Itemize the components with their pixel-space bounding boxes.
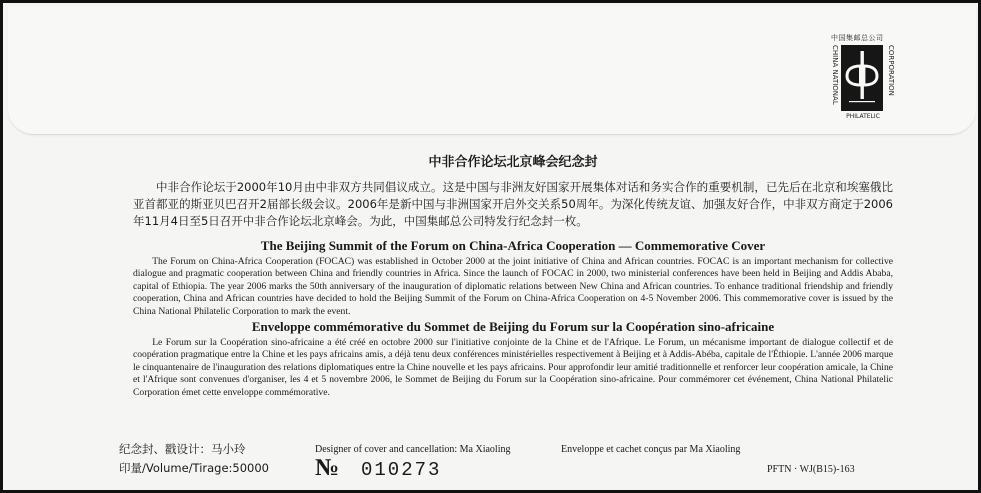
french-title: Enveloppe commémorative du Sommet de Beijing du Forum sur la Coopération sino-africaine: [251, 319, 775, 335]
logo-right-text: CORPORATION: [887, 45, 895, 96]
publisher-logo: [829, 33, 897, 120]
chinese-body: 中非合作论坛于2000年10月由中非双方共同倡议成立。这是中国与非洲友好国家开展集体对话和务实合作的重要机制，已先后在北京和埃塞俄比亚首都亚的斯亚贝巴召开2届部长级会议。2006年是新中国与非洲国家开启外交关系50周年。为深化传统友谊、加强友好合作，中非双方商定于2006年11月4日至5日召开中非合作论坛北京峰会。为此，中国集邮总公司特发行纪念封一枚。: [133, 180, 893, 228]
english-body: The Forum on China-Africa Cooperation (FOCAC) was established in October 2000 at the joint initiative of China and African countries. FOCAC is an important mechanism for collective dialogue and pragmatic cooperation between China and friendly countries in Africa. Since the launch of FOCAC in 2000, two ministerial conferences have been held in Beijing and Addis Ababa, capital of Ethiopia. The year 2006 marks the 50th anniversary of the inauguration of diplomatic relations between New China and African countries. To enhance traditional friendship and friendly cooperation, China and African countries have decided to hold the Beijing Summit of the Forum on China-Africa Cooperation on 4-5 November 2006. This commemorative cover is issued by the China National Philatelic Corporation to mark the event.: [133, 256, 893, 317]
french-body: Le Forum sur la Coopération sino-africaine a été créé en octobre 2000 sur l'initiative conjointe de la Chine et de l'Afrique. Le Forum, un mécanisme important de dialogue collectif et de coopération pragmatique entre la Chine et les pays africains amis, a déjà tenu deux conférences ministérielles respectivement à Beijing et à Addis-Abéba, capitale de l'Éthiopie. L'année 2006 marque le cinquantenaire de l'inauguration des relations diplomatiques entre la Chine nouvelle et les pays africains. Pour approfondir leur amitié traditionnelle et renforcer leur coopération amicale, la Chine et l'Afrique sont convenues d'organiser, les 4 et 5 novembre 2006, le Sommet de Beijing du Forum sur la Coopération sino-africaine. Pour commémorer cet événement, China National Philatelic Corporation émet cette enveloppe commémorative.: [133, 337, 893, 398]
chinese-title: 中非合作论坛北京峰会纪念封: [428, 155, 598, 170]
phi-emblem-icon: [841, 45, 883, 111]
logo-bottom-text: PHILATELIC: [846, 113, 880, 120]
number-sign: №: [315, 455, 339, 481]
catalog-code: PFTN · WJ(B15)-163: [767, 464, 855, 475]
english-title: The Beijing Summit of the Forum on China-Africa Cooperation — Commemorative Cover: [260, 238, 766, 253]
designer-french: Enveloppe et cachet conçus par Ma Xiaoling: [561, 444, 741, 455]
designer-chinese: 纪念封、戳设计：马小玲: [119, 442, 246, 456]
print-volume: 印量/Volume/Tirage:50000: [119, 461, 269, 475]
logo-left-text: CHINA NATIONAL: [831, 45, 839, 105]
phi-emblem-glyph: [841, 45, 883, 111]
logo-top-text: 中国集邮总公司: [831, 34, 884, 42]
designer-english: Designer of cover and cancellation: Ma Xiaoling: [315, 444, 511, 455]
serial-number: 010273: [361, 459, 442, 481]
description-block: [133, 151, 893, 399]
